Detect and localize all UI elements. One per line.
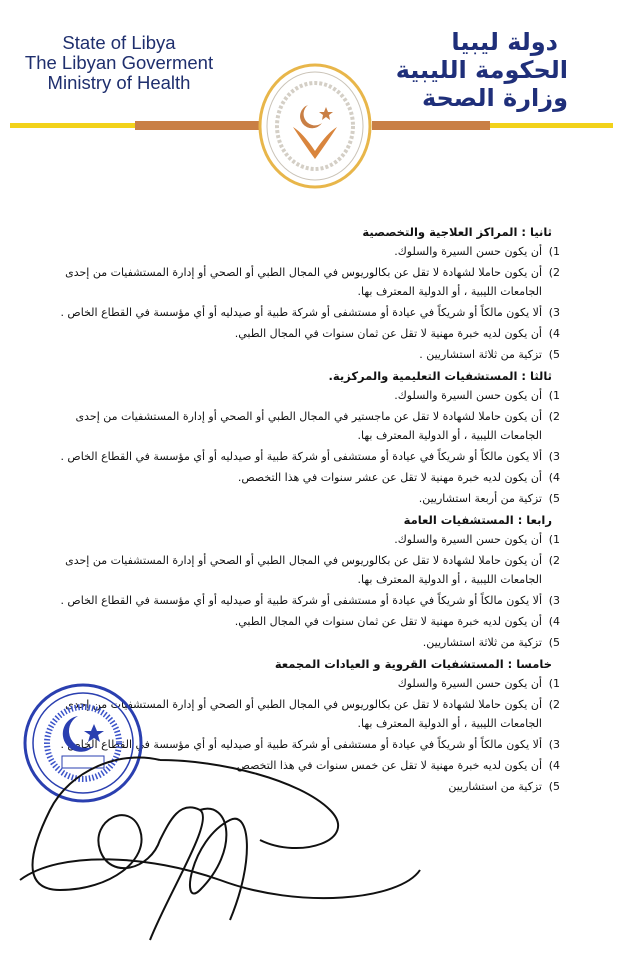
item-text: أن يكون لديه خبرة مهنية لا تقل عن خمس سنوات في هذا التخصص. xyxy=(233,759,542,772)
list-item xyxy=(58,633,560,652)
item-text: أن يكون حسن السيرة والسلوك. xyxy=(394,245,542,258)
item-text: تزكية من ثلاثة استشاريين . xyxy=(419,348,542,361)
list-item xyxy=(58,468,560,487)
item-text: أن يكون لديه خبرة مهنية لا تقل عن عشر سنوات في هذا التخصص. xyxy=(237,471,542,484)
item-text: أن يكون حسن السيرة والسلوك. xyxy=(394,389,542,402)
list-item xyxy=(58,530,560,549)
item-number: 5) xyxy=(548,348,560,361)
state-name: State of Libya xyxy=(62,32,176,53)
ministry-name: Ministry of Health xyxy=(47,72,191,93)
item-text: أن يكون لديه خبرة مهنية لا تقل عن ثمان سنوات في المجال الطبي. xyxy=(234,615,542,628)
item-text: ألا يكون مالكاً أو شريكاً في عيادة أو مستشفى أو شركة طبية أو صيدليه أو أي مؤسسة في القطاع الخاص . xyxy=(60,594,542,607)
item-number: 2) xyxy=(548,266,560,279)
government-name-ar: الحكومة الليبية xyxy=(395,56,568,84)
item-number: 4) xyxy=(548,759,560,772)
item-number: 1) xyxy=(548,533,560,546)
list-item xyxy=(58,489,560,508)
item-number: 2) xyxy=(548,554,560,567)
item-text: ألا يكون مالكاً أو شريكاً في عيادة أو مستشفى أو شركة طبية أو صيدليه أو أي مؤسسة في القطاع الخاص . xyxy=(60,738,542,751)
list-item xyxy=(58,242,560,261)
item-text: تزكية من ثلاثة استشاريين. xyxy=(422,636,542,649)
item-text: أن يكون حاملا لشهادة لا تقل عن بكالوريوس في المجال الطبي أو الصحي أو إدارة المستشفيات من إحدى الجامعات الليبية ، أو الدولية المعترف بها. xyxy=(65,266,542,298)
item-text: أن يكون حاملا لشهادة لا تقل عن بكالوريوس في المجال الطبي أو الصحي أو إدارة المستشفيات من إحدى الجامعات الليبية ، أو الدولية المعترف بها. xyxy=(65,698,542,730)
list-item xyxy=(58,263,560,301)
list-item xyxy=(58,447,560,466)
item-number: 3) xyxy=(548,306,560,319)
item-number: 1) xyxy=(548,389,560,402)
list-item xyxy=(58,591,560,610)
section xyxy=(58,366,560,508)
item-number: 5) xyxy=(548,636,560,649)
item-text: ألا يكون مالكاً أو شريكاً في عيادة أو مستشفى أو شركة طبية أو صيدليه أو أي مؤسسة في القطاع الخاص . xyxy=(60,306,542,319)
header-rule-left-copper xyxy=(135,121,260,130)
list-item xyxy=(58,303,560,322)
handwritten-signature xyxy=(0,740,460,960)
list-item xyxy=(58,407,560,445)
header-rule-right-gold xyxy=(490,123,613,128)
arabic-letterhead xyxy=(368,28,568,112)
item-number: 4) xyxy=(548,471,560,484)
item-text: أن يكون حسن السيرة والسلوك. xyxy=(394,533,542,546)
list-item xyxy=(58,324,560,343)
item-number: 1) xyxy=(548,677,560,690)
item-text: ألا يكون مالكاً أو شريكاً في عيادة أو مستشفى أو شركة طبية أو صيدليه أو أي مؤسسة في القطاع الخاص . xyxy=(60,450,542,463)
item-text: أن يكون حاملا لشهادة لا تقل عن ماجستير في المجال الطبي أو الصحي أو إدارة المستشفيات من إحدى الجامعات الليبية ، أو الدولية المعترف بها. xyxy=(75,410,542,442)
item-number: 4) xyxy=(548,615,560,628)
section-title: رابعا : المستشفيات العامة xyxy=(403,513,552,527)
section xyxy=(58,222,560,364)
item-number: 5) xyxy=(548,492,560,505)
header-rule-left-gold xyxy=(10,123,136,128)
section-title: ثالثا : المستشفيات التعليمية والمركزية. xyxy=(328,369,552,383)
list-item xyxy=(58,612,560,631)
section-title: خامسا : المستشفيات القروية و العيادات المجمعة xyxy=(274,657,552,671)
item-number: 3) xyxy=(548,738,560,751)
item-number: 3) xyxy=(548,450,560,463)
state-name-ar: دولة ليبيا xyxy=(451,28,558,56)
ministry-seal-logo xyxy=(258,63,372,189)
item-number: 2) xyxy=(548,410,560,423)
item-number: 1) xyxy=(548,245,560,258)
item-text: أن يكون حاملا لشهادة لا تقل عن بكالوريوس في المجال الطبي أو الصحي أو إدارة المستشفيات من إحدى الجامعات الليبية ، أو الدولية المعترف بها. xyxy=(65,554,542,586)
list-item xyxy=(58,386,560,405)
list-item xyxy=(58,345,560,364)
item-number: 2) xyxy=(548,698,560,711)
ministry-name-ar: وزارة الصحة xyxy=(421,84,568,112)
item-text: تزكية من أربعة استشاريين. xyxy=(418,492,542,505)
header-rule-right-copper xyxy=(372,121,490,130)
english-letterhead xyxy=(14,33,224,93)
item-text: أن يكون حسن السيرة والسلوك xyxy=(397,677,542,690)
item-text: تزكية من استشاريين xyxy=(448,780,542,793)
item-number: 5) xyxy=(548,780,560,793)
section-title: ثانيا : المراكز العلاجية والتخصصية xyxy=(362,225,552,239)
government-name: The Libyan Goverment xyxy=(24,52,214,73)
item-number: 4) xyxy=(548,327,560,340)
section xyxy=(58,510,560,652)
list-item xyxy=(58,551,560,589)
item-number: 3) xyxy=(548,594,560,607)
item-text: أن يكون لديه خبرة مهنية لا تقل عن ثمان سنوات في المجال الطبي. xyxy=(234,327,542,340)
